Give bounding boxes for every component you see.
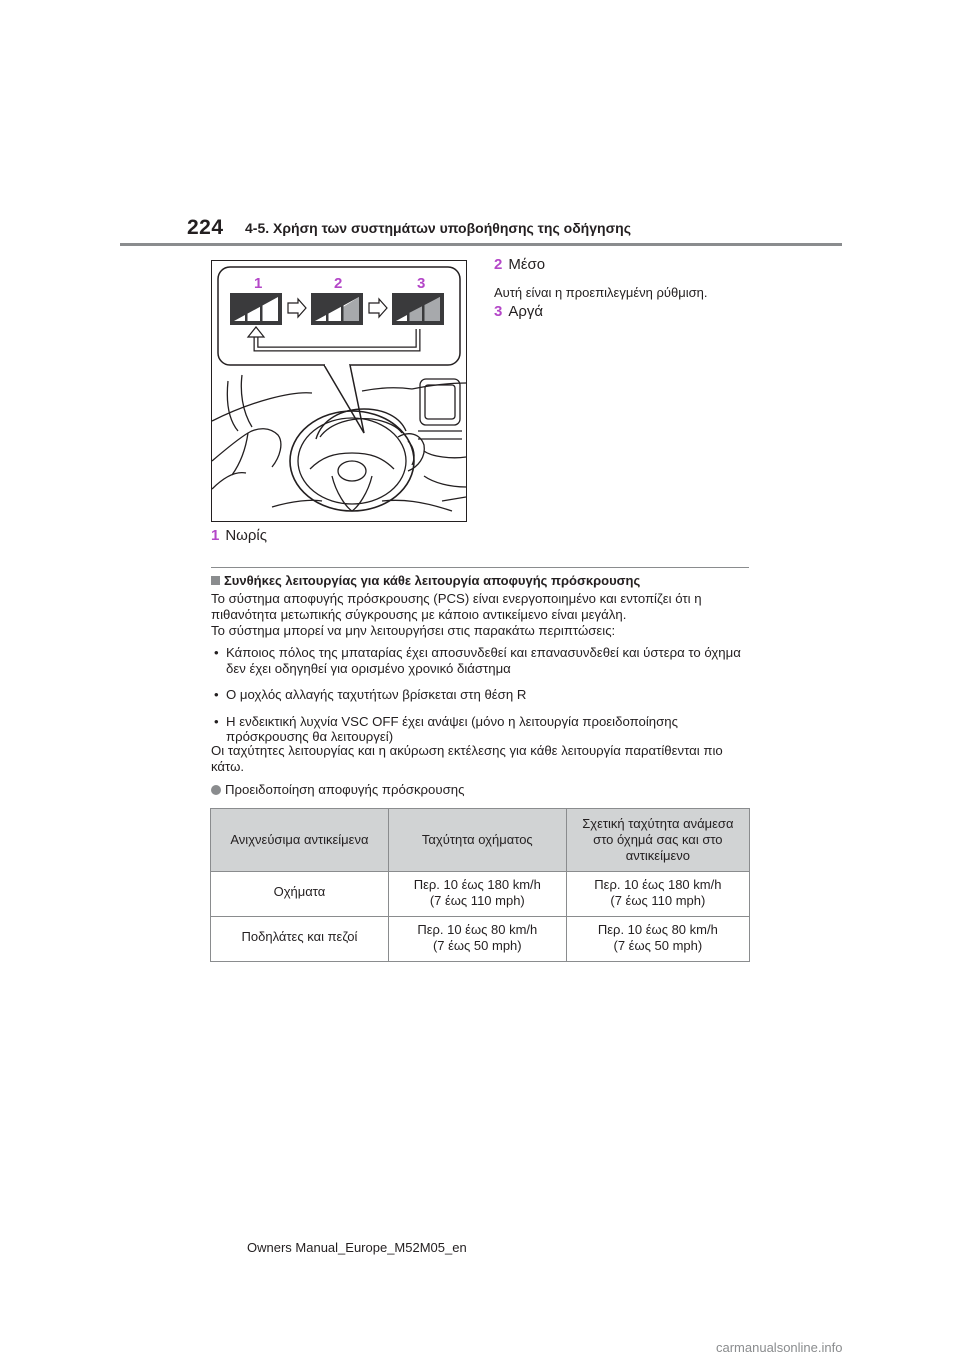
circle-bullet-icon xyxy=(211,785,221,795)
table-cell-line: Περ. 10 έως 180 km/h xyxy=(594,877,722,892)
table-cell-line: (7 έως 110 mph) xyxy=(429,893,525,908)
dashboard-drawing xyxy=(212,375,466,511)
caption-medium xyxy=(494,256,545,273)
table-header-cell: Ανιχνεύσιμα αντικείμενα xyxy=(211,809,389,872)
footer-manual-id: Owners Manual_Europe_M52M05_en xyxy=(247,1240,467,1255)
table-cell xyxy=(388,872,566,917)
setting-icon-late xyxy=(392,293,444,325)
watermark: carmanualsonline.info xyxy=(716,1340,843,1355)
figure-label-2: 2 xyxy=(334,275,343,292)
table-row xyxy=(211,872,750,917)
intro-paragraph: Το σύστημα αποφυγής πρόσκρουσης (PCS) είναι ενεργοποιημένο και εντοπίζει ότι η πιθανότητα μετωπικής σύγκρουσης με κάποιο αντικείμενο είναι μεγάλη. xyxy=(211,591,702,622)
figure-label-3: 3 xyxy=(417,275,426,292)
table-header-cell: Ταχύτητα οχήματος xyxy=(388,809,566,872)
condition-list xyxy=(211,645,751,751)
section-divider xyxy=(211,567,749,568)
list-item: • Ο μοχλός αλλαγής ταχυτήτων βρίσκεται στη θέση R xyxy=(211,687,751,703)
figure-dashboard-illustration xyxy=(211,260,467,522)
subsection-title-text: Συνθήκες λειτουργίας για κάθε λειτουργία αποφυγής πρόσκρουσης xyxy=(224,573,641,588)
table-cell xyxy=(566,872,749,917)
caption-early xyxy=(211,527,267,544)
outro-paragraph: Οι ταχύτητες λειτουργίας και η ακύρωση εκτέλεσης για κάθε λειτουργία παρατίθενται πιο κάτω. xyxy=(211,743,723,774)
subsection-title xyxy=(211,573,640,588)
circle-item xyxy=(211,782,464,797)
caption-text-2: Μέσο xyxy=(508,256,546,273)
caption-text-1: Νωρίς xyxy=(225,527,267,544)
caption-medium-note: Αυτή είναι η προεπιλεγμένη ρύθμιση. xyxy=(494,285,708,300)
intro-paragraph-2: Το σύστημα μπορεί να μην λειτουργήσει στις παρακάτω περιπτώσεις: xyxy=(211,623,616,638)
table-cell-line: (7 έως 110 mph) xyxy=(610,893,706,908)
list-item: • Κάποιος πόλος της μπαταρίας έχει αποσυνδεθεί και επανασυνδεθεί και ύστερα το όχημα δεν έχει οδηγηθεί για ορισμένο χρονικό διάστημα xyxy=(211,645,751,676)
header-rule xyxy=(120,243,842,246)
table-cell-line: Περ. 10 έως 180 km/h xyxy=(413,877,541,892)
setting-icon-early xyxy=(230,293,282,325)
page-number: 224 xyxy=(187,216,224,239)
table-row xyxy=(211,917,750,962)
caption-number-2: 2 xyxy=(494,256,503,273)
table-cell-line: (7 έως 50 mph) xyxy=(613,938,703,953)
caption-number-3: 3 xyxy=(494,303,503,320)
table-header-cell: Σχετική ταχύτητα ανάμεσα στο όχημά σας και στο αντικείμενο xyxy=(566,809,749,872)
table-cell-line: Περ. 10 έως 80 km/h xyxy=(417,922,538,937)
circle-item-text: Προειδοποίηση αποφυγής πρόσκρουσης xyxy=(225,782,465,797)
table-cell-line: Περ. 10 έως 80 km/h xyxy=(597,922,718,937)
table-cell: Οχήματα xyxy=(211,872,389,917)
callout-pointer xyxy=(324,365,364,433)
setting-icon-medium xyxy=(311,293,363,325)
section-header: 4-5. Χρήση των συστημάτων υποβοήθησης της οδήγησης xyxy=(245,220,631,236)
square-bullet-icon xyxy=(211,576,220,585)
caption-number-1: 1 xyxy=(211,527,220,544)
table-cell xyxy=(388,917,566,962)
figure-label-1: 1 xyxy=(254,275,263,292)
caption-late xyxy=(494,303,543,320)
table-cell-line: (7 έως 50 mph) xyxy=(432,938,522,953)
caption-text-3: Αργά xyxy=(508,303,544,320)
operating-speed-table xyxy=(210,808,750,962)
table-cell: Ποδηλάτες και πεζοί xyxy=(211,917,389,962)
table-cell xyxy=(566,917,749,962)
list-item: • Η ενδεικτική λυχνία VSC OFF έχει ανάψει (μόνο η λειτουργία προειδοποίησης πρόσκρουσης θα λειτουργεί) xyxy=(211,714,751,745)
table-header-row xyxy=(211,809,750,872)
